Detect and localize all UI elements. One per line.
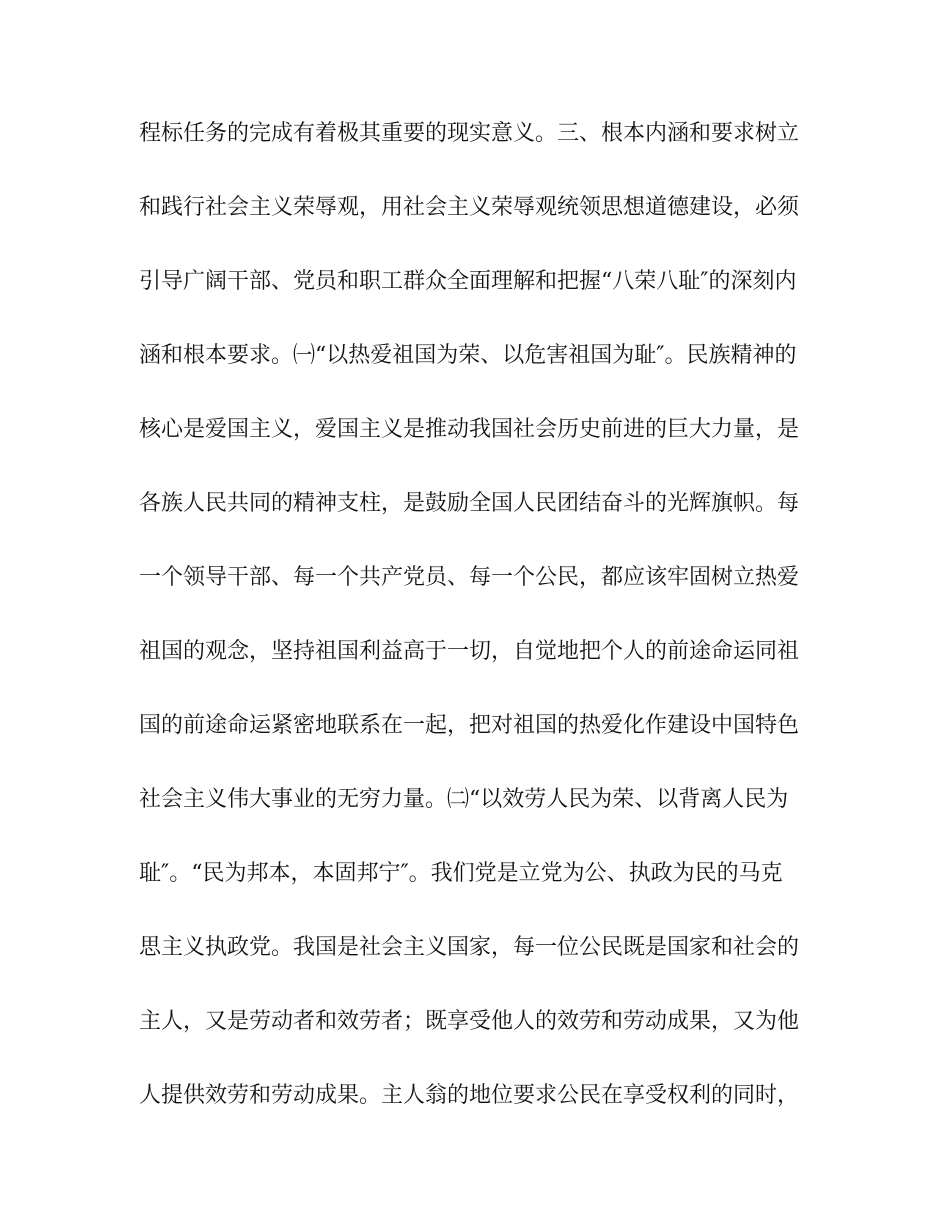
- text-line: 祖国的观念，坚持祖国利益高于一切，自觉地把个人的前途命运同祖: [139, 639, 800, 664]
- body-text: [139, 122, 819, 1108]
- text-line: 主人，又是劳动者和效劳者；既享受他人的效劳和劳动成果，又为他: [139, 1009, 800, 1034]
- text-line: 程标任务的完成有着极其重要的现实意义。三、根本内涵和要求树立: [139, 121, 800, 146]
- text-line: 核心是爱国主义，爱国主义是推动我国社会历史前进的巨大力量，是: [139, 417, 800, 442]
- text-line: 社会主义伟大事业的无穷力量。㈡“以效劳人民为荣、以背离人民为: [139, 787, 789, 812]
- text-line: 人提供效劳和劳动成果。主人翁的地位要求公民在享受权利的同时，: [139, 1083, 800, 1108]
- text-line: 一个领导干部、每一个共产党员、每一个公民，都应该牢固树立热爱: [139, 565, 800, 590]
- text-line: 思主义执政党。我国是社会主义国家，每一位公民既是国家和社会的: [139, 935, 800, 960]
- text-line: 涵和根本要求。㈠“以热爱祖国为荣、以危害祖国为耻″。民族精神的: [139, 343, 797, 368]
- text-line: 国的前途命运紧密地联系在一起，把对祖国的热爱化作建设中国特色: [139, 713, 800, 738]
- text-line: 引导广阔干部、党员和职工群众全面理解和把握“八荣八耻″的深刻内: [139, 269, 797, 294]
- text-line: 耻″。“民为邦本，本固邦宁″。我们党是立党为公、执政为民的马克: [139, 861, 783, 886]
- text-line: 各族人民共同的精神支柱，是鼓励全国人民团结奋斗的光辉旗帜。每: [139, 491, 800, 516]
- text-line: 和践行社会主义荣辱观，用社会主义荣辱观统领思想道德建设，必须: [139, 195, 800, 220]
